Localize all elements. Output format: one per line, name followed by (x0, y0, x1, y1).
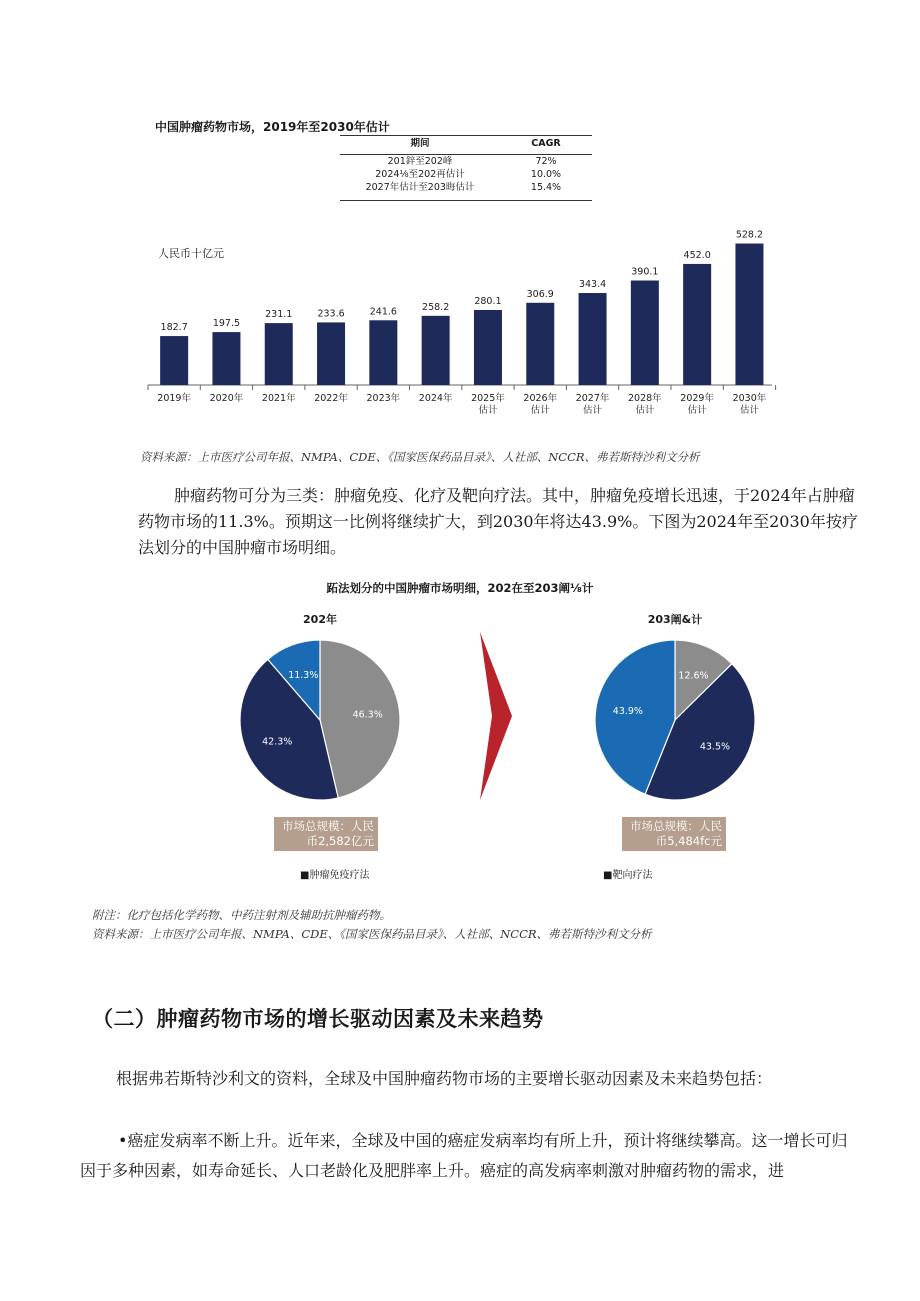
body-paragraph: 肿瘤药物可分为三类：肿瘤免疫、化疗及靶向疗法。其中，肿瘤免疫增长迅速，于2024年占肿瘤药物市场的11.3%。预期这一比例将继续扩大，到2030年将达43.9%。下图为2024年至2030年按疗法划分的中国肿瘤市场明细。 (138, 486, 858, 557)
cagr-cell: 15.4% (530, 182, 562, 193)
period-cell: 2024⅛至202再估计 (375, 169, 465, 180)
bar-value-label: 182.7 (160, 322, 188, 334)
x-tick-label: 2024年 (418, 393, 453, 404)
arrow-icon (478, 632, 514, 800)
x-tick-label: 2023年 (366, 393, 401, 404)
pie-year-label-left: 202年 (303, 613, 337, 626)
pie-year-label-right: 203阐&计 (647, 613, 703, 626)
y-axis-label: 人民币十亿元 (158, 247, 224, 260)
header-period: 期间 (410, 138, 430, 149)
bar-value-label: 452.0 (683, 249, 711, 261)
pie-chart-2030 (585, 630, 765, 810)
x-tick-label: 估计 (687, 405, 707, 416)
table-rule (340, 200, 592, 201)
table-header-row (340, 136, 592, 152)
bar (212, 332, 240, 385)
market-size-box-right (622, 817, 726, 851)
pie-slice-label: 11.3% (288, 669, 319, 681)
x-tick-label: 2021年 (261, 393, 296, 404)
bar (265, 323, 293, 385)
bar-value-label: 528.2 (735, 229, 764, 241)
bar (160, 336, 188, 385)
bar (317, 322, 345, 385)
bar-value-label: 197.5 (212, 318, 241, 330)
x-tick-label: 2019年 (157, 393, 191, 404)
table-row (340, 155, 592, 168)
bar-value-label: 258.2 (422, 301, 450, 313)
legend-label: ■肿瘤免疫疗法 (300, 870, 370, 881)
bar-value-label: 231.1 (265, 309, 293, 321)
table-row (340, 168, 592, 181)
market-size-line: 市场总规模：人民 (282, 819, 374, 833)
note-line: 附注：化疗包括化学药物、中药注射剂及辅助抗肿瘤药物。 (92, 908, 391, 922)
pie-slice-label: 12.6% (678, 670, 709, 682)
cagr-cell: 10.0% (530, 169, 562, 180)
bar-value-label: 233.6 (317, 308, 345, 320)
bar (526, 303, 554, 385)
legend-item-immunotherapy (300, 866, 369, 881)
bar-chart (140, 220, 780, 430)
x-tick-label: 2026年 (523, 393, 558, 404)
legend-item-targeted (603, 866, 652, 881)
bar-value-label: 343.4 (578, 279, 607, 291)
pie-slice-label: 46.3% (352, 709, 383, 721)
x-tick-label: 估计 (478, 405, 498, 416)
bar-value-label: 306.9 (526, 288, 554, 300)
pie-slice-label: 43.9% (612, 705, 643, 717)
source-line: 资料来源：上市医疗公司年报、NMPA、CDE、《国家医保药品目录》、人社部、NCCR、弗若斯特沙利文分析 (140, 450, 700, 464)
cagr-table (340, 135, 592, 201)
x-tick-label: 估计 (739, 405, 759, 416)
market-size-line: 市场总规模：人民 (630, 819, 722, 833)
bar (735, 244, 763, 385)
bar (474, 310, 502, 385)
section-heading: （二）肿瘤药物市场的增长驱动因素及未来趋势 (92, 1007, 544, 1031)
period-cell: 201鋅至202峰 (387, 156, 453, 167)
x-tick-label: 2029年 (680, 393, 714, 404)
pie-slice-label: 42.3% (262, 736, 293, 748)
bar-chart-title: 中国肿瘤药物市场，2019年至2030年估计 (155, 120, 390, 134)
bar (422, 316, 450, 385)
pie-slice-label: 43.5% (699, 741, 731, 753)
x-tick-label: 2025年 (471, 393, 505, 404)
x-tick-label: 估计 (583, 405, 603, 416)
legend-label: ■靶向疗法 (603, 870, 653, 881)
bar-value-label: 280.1 (474, 295, 502, 307)
body-paragraph: 根据弗若斯特沙利文的资料，全球及中国肿瘤药物市场的主要增长驱动因素及未来趋势包括： (116, 1069, 773, 1088)
x-tick-label: 估计 (530, 405, 550, 416)
bar (369, 320, 397, 385)
bar-value-label: 241.6 (369, 306, 397, 318)
market-size-line: 币2,582亿元 (306, 834, 374, 848)
pie-chart-title: 跖法划分的中国肿瘤市场明细，202在至203阐⅛计 (326, 581, 594, 595)
bullet-paragraph: •癌症发病率不断上升。近年来，全球及中国的癌症发病率均有所上升，预计将继续攀高。这一增长可归因于多种因素，如寿命延长、人口老龄化及肥胖率上升。癌症的高发病率刺激对肿瘤药物的需求，进 (80, 1131, 848, 1180)
header-cagr: CAGR (531, 138, 561, 149)
x-tick-label: 估计 (635, 405, 655, 416)
table-row (340, 181, 592, 194)
pie-chart-2024 (230, 630, 410, 810)
cagr-cell: 72% (535, 156, 557, 167)
source-line: 资料来源：上市医疗公司年报、NMPA、CDE、《国家医保药品目录》、人社部、NCCR、弗若斯特沙利文分析 (92, 927, 652, 941)
x-tick-label: 2020年 (209, 393, 244, 404)
x-tick-label: 2030年 (732, 393, 767, 404)
x-tick-label: 2028年 (628, 393, 662, 404)
bar-value-label: 390.1 (631, 266, 659, 278)
bar (683, 264, 711, 385)
x-tick-label: 2022年 (314, 393, 348, 404)
market-size-box-left (274, 817, 378, 851)
x-tick-label: 2027年 (575, 393, 610, 404)
period-cell: 2027年估计至203晦估计 (365, 182, 475, 193)
bar (631, 281, 659, 385)
bar (579, 293, 607, 385)
market-size-line: 币5,484fc元 (655, 834, 722, 848)
